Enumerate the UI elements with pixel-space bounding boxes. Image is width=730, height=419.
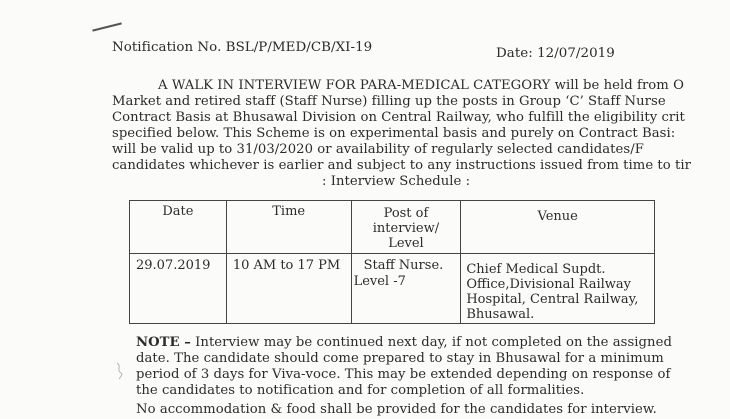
row-venue-line-3: Hospital, Central Railway, <box>466 292 639 307</box>
notification-number: Notification No. BSL/P/MED/CB/XI-19 <box>112 40 373 55</box>
body-line-5: will be valid up to 31/03/2020 or availability of regularly selected candidates/F <box>112 142 644 157</box>
header-post-line-3: Level <box>388 236 424 251</box>
schedule-heading: : Interview Schedule : <box>322 174 471 189</box>
smudge-mark <box>114 362 126 380</box>
body-line-2: Market and retired staff (Staff Nurse) filling up the posts in Group ‘C’ Staff Nurse <box>112 94 666 109</box>
row-venue-cell <box>461 254 655 324</box>
note-line-2: date. The candidate should come prepared to stay in Bhusawal for a minimum <box>136 351 664 366</box>
row-date-cell <box>130 254 227 324</box>
note-first-line: Interview may be continued next day, if not completed on the assigned <box>195 335 672 350</box>
header-date-cell <box>130 201 227 254</box>
table-row <box>130 254 655 324</box>
note-label: NOTE – <box>136 335 191 350</box>
body-line-4: specified below. This Scheme is on experimental basis and purely on Contract Basi: <box>112 126 676 141</box>
body-line-3: Contract Basis at Bhusawal Division on Central Railway, who fulfill the eligibility crit <box>112 110 685 125</box>
header-time-cell <box>226 201 351 254</box>
header-date: Date <box>162 204 194 219</box>
row-date: 29.07.2019 <box>136 258 211 273</box>
interview-schedule-table <box>129 200 655 324</box>
note-line-4: the candidates to notification and for completion of all formalities. <box>136 383 585 398</box>
notification-date: Date: 12/07/2019 <box>496 46 615 61</box>
note-line-3: period of 3 days for Viva-voce. This may be extended depending on response of <box>136 367 671 382</box>
row-time: 10 AM to 17 PM <box>232 258 341 273</box>
pen-mark <box>92 22 121 31</box>
body-line-1: A WALK IN INTERVIEW FOR PARA-MEDICAL CATEGORY will be held from O <box>158 78 684 93</box>
header-time: Time <box>272 204 306 219</box>
header-post-line-2: interview/ <box>372 221 440 236</box>
header-venue: Venue <box>537 209 578 224</box>
note-final-line: No accommodation & food shall be provided for the candidates for interview. <box>136 402 657 417</box>
row-time-cell <box>226 254 351 324</box>
row-venue-line-4: Bhusawal. <box>466 307 535 322</box>
row-venue-line-2: Office,Divisional Railway <box>466 277 632 292</box>
row-post-line-2: Level -7 <box>353 274 406 289</box>
row-venue-line-1: Chief Medical Supdt. <box>466 262 606 277</box>
body-line-6: candidates whichever is earlier and subject to any instructions issued from time to tir <box>112 158 691 173</box>
header-post-line-1: Post of <box>383 206 429 221</box>
header-venue-cell <box>461 201 655 254</box>
row-post-cell <box>351 254 461 324</box>
header-post-cell <box>351 201 461 254</box>
row-post-line-1: Staff Nurse. <box>363 258 444 273</box>
note-line-1 <box>136 335 672 350</box>
table-header-row <box>130 201 655 254</box>
